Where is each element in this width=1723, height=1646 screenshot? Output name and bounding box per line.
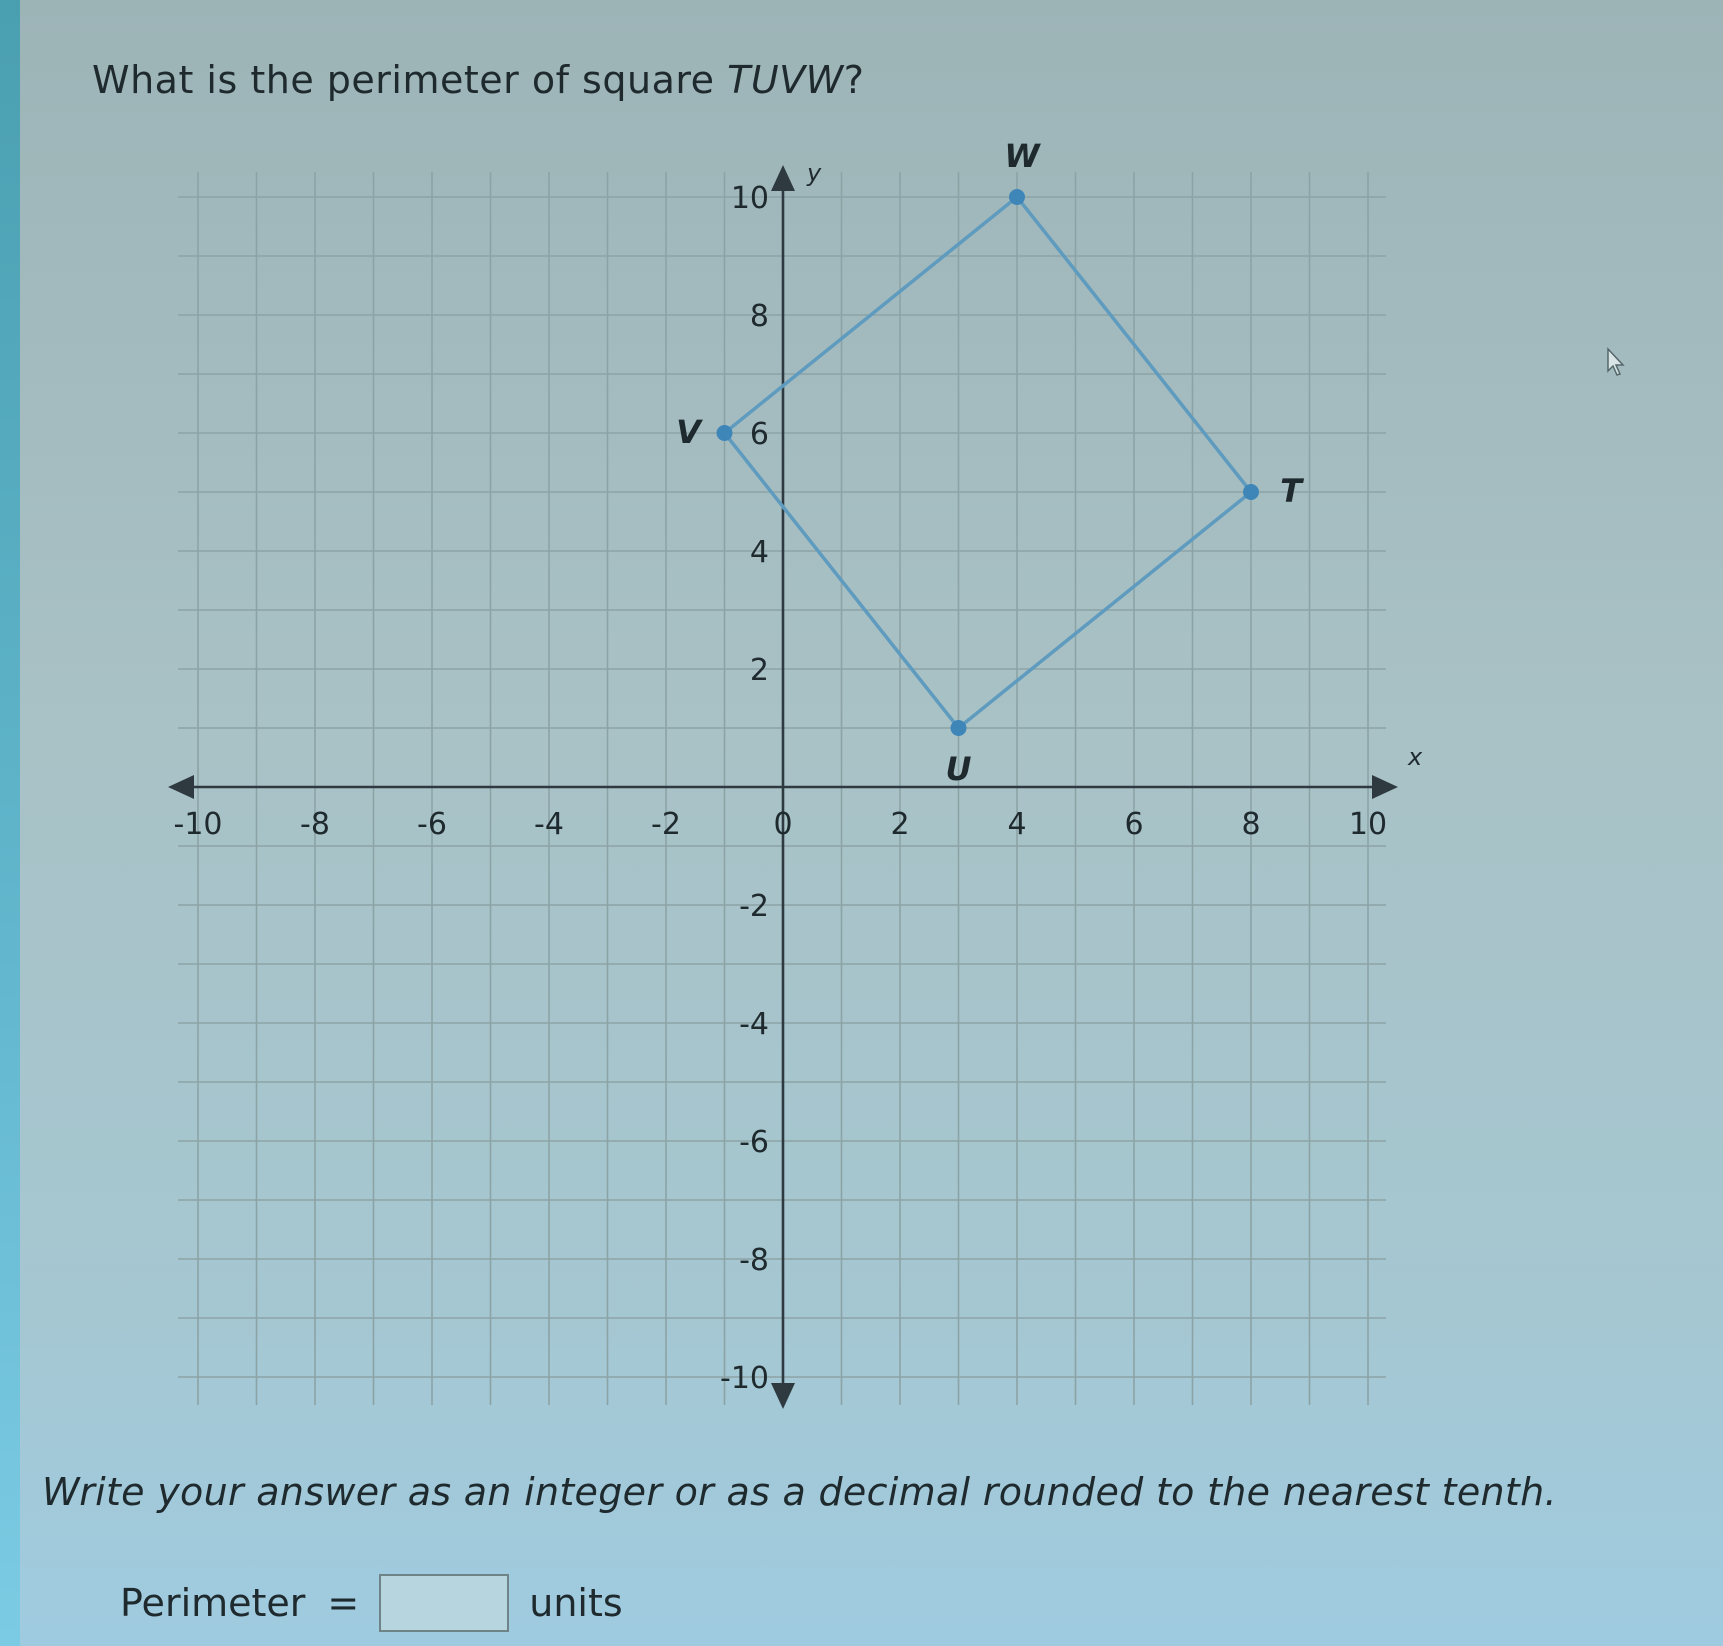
x-tick-label: 2 [890, 807, 910, 842]
x-tick-label: 4 [1007, 807, 1027, 842]
square-shape [725, 197, 1252, 728]
x-tick-label: 6 [1124, 807, 1144, 842]
question-prefix: What is the perimeter of square [92, 58, 728, 102]
y-tick-label: -2 [739, 889, 769, 924]
y-tick-label: -4 [739, 1007, 769, 1042]
instruction-text: Write your answer as an integer or as a decimal rounded to the nearest tenth. [42, 1470, 1557, 1514]
x-tick-label: -10 [173, 807, 223, 842]
vertex-label-w: W [1004, 137, 1040, 175]
y-tick-label: 8 [749, 299, 769, 334]
tick-labels [174, 159, 1424, 1396]
x-tick-label: -4 [534, 807, 564, 842]
square-tuvw-outline [725, 197, 1252, 728]
units-label: units [529, 1581, 623, 1625]
vertex-points [676, 137, 1304, 788]
x-axis-label: x [1408, 743, 1423, 771]
x-tick-label: 0 [773, 807, 793, 842]
answer-row [120, 1568, 623, 1638]
y-tick-label: -10 [720, 1361, 769, 1396]
y-tick-label: -6 [739, 1125, 769, 1160]
square-name: TUVW [727, 58, 844, 102]
x-axis-right-arrow [1372, 775, 1398, 799]
x-tick-label: -6 [417, 807, 447, 842]
x-tick-label: -8 [300, 807, 330, 842]
x-axis-left-arrow [168, 775, 194, 799]
vertex-label-v: V [676, 413, 701, 451]
vertex-label-t: T [1280, 472, 1302, 510]
perimeter-label: Perimeter [120, 1581, 306, 1625]
vertex-point-v [717, 425, 733, 441]
y-tick-label: -8 [739, 1243, 769, 1278]
vertex-point-w [1009, 189, 1025, 205]
perimeter-answer-input[interactable] [379, 1574, 509, 1632]
y-tick-label: 4 [749, 535, 769, 570]
y-axis-up-arrow [771, 165, 795, 191]
x-tick-label: 8 [1241, 807, 1261, 842]
y-axis-down-arrow [771, 1383, 795, 1409]
x-tick-label: 10 [1348, 807, 1388, 842]
axes [168, 165, 1398, 1409]
y-axis-label: y [807, 159, 822, 187]
equals-sign: = [327, 1581, 360, 1625]
x-tick-label: -2 [651, 807, 681, 842]
vertex-label-u: U [945, 750, 972, 788]
y-tick-label: 6 [749, 417, 769, 452]
vertex-point-u [951, 720, 967, 736]
question-suffix: ? [843, 58, 865, 102]
y-tick-label: 10 [730, 181, 769, 216]
y-tick-label: 2 [749, 653, 769, 688]
vertex-point-t [1243, 484, 1259, 500]
mouse-pointer-icon [1606, 347, 1626, 377]
